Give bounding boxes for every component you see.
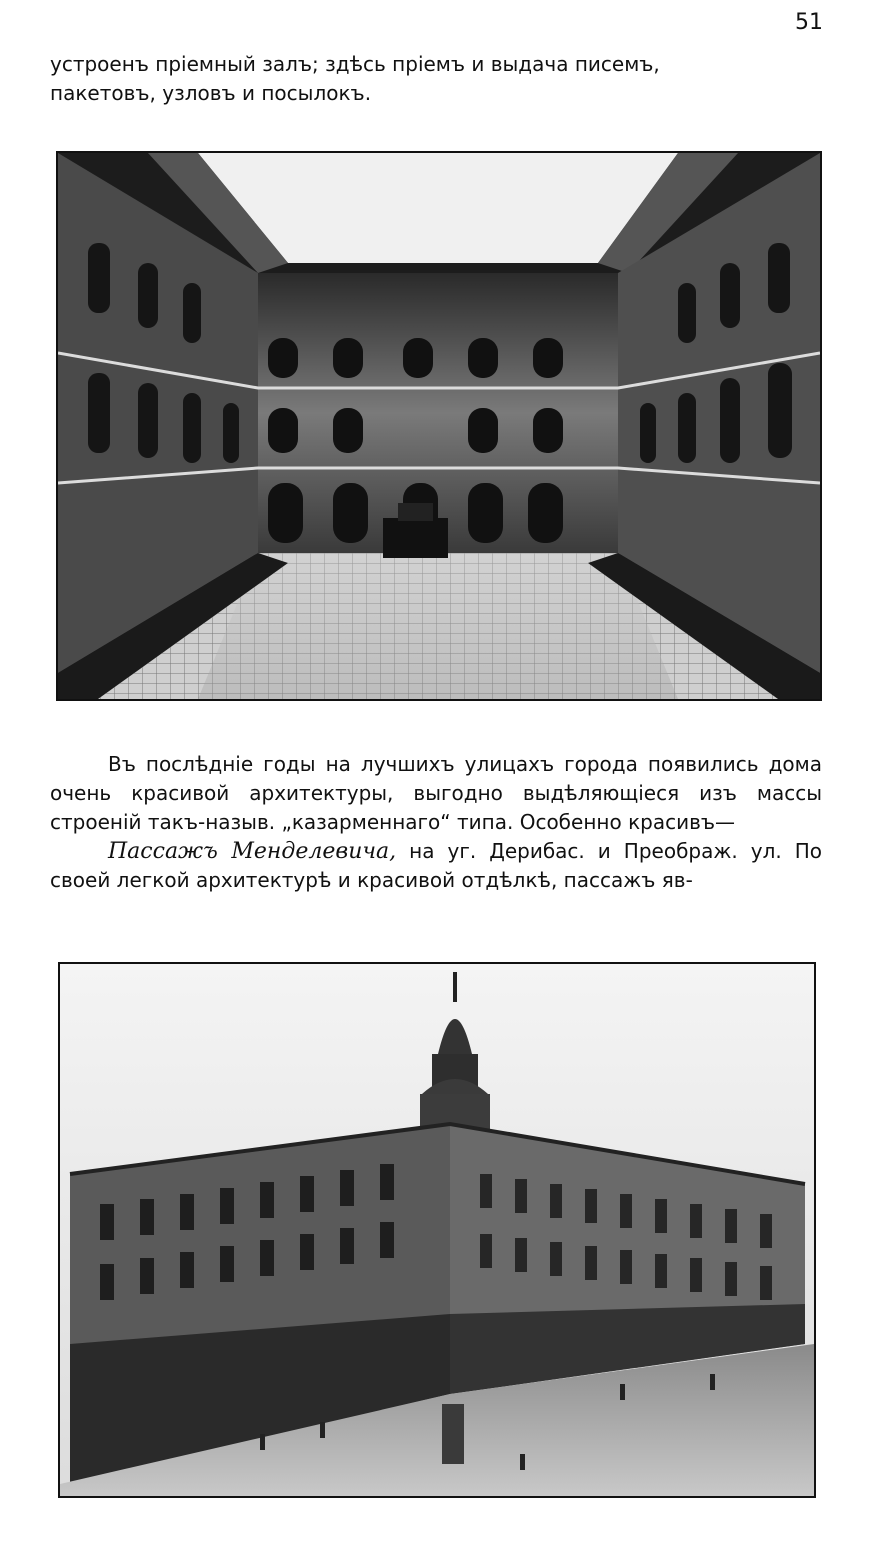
paragraph-line: пакетовъ, узловъ и посылокъ. xyxy=(50,81,372,105)
mendelevich-passage-photo xyxy=(58,962,816,1498)
paragraph: Въ послѣдніе годы на лучшихъ улицахъ города появились дома очень красивой архитектуры, выгодно выдѣляющіеся изъ массы строеній такъ-назыв. „казарменнаго“ типа. Особенно красивъ— xyxy=(50,752,822,834)
building-name: Пассажъ Менделевича, xyxy=(108,839,397,864)
hall-illustration xyxy=(58,153,820,699)
paragraph-continued xyxy=(50,50,822,108)
post-office-hall-photo xyxy=(56,151,822,701)
paragraph-line: устроенъ пріемный залъ; здѣсь пріемъ и выдача писемъ, xyxy=(50,52,660,76)
paragraph-text: на уг. Дерибас. и Преображ. ул. По своей легкой архитектурѣ и красивой отдѣлкѣ, пассажъ яв- xyxy=(50,839,822,892)
page-number: 51 xyxy=(795,10,823,35)
advertising-column xyxy=(442,1404,464,1464)
paragraph xyxy=(50,837,822,895)
building-illustration xyxy=(60,964,814,1496)
paragraph-main xyxy=(50,750,822,895)
